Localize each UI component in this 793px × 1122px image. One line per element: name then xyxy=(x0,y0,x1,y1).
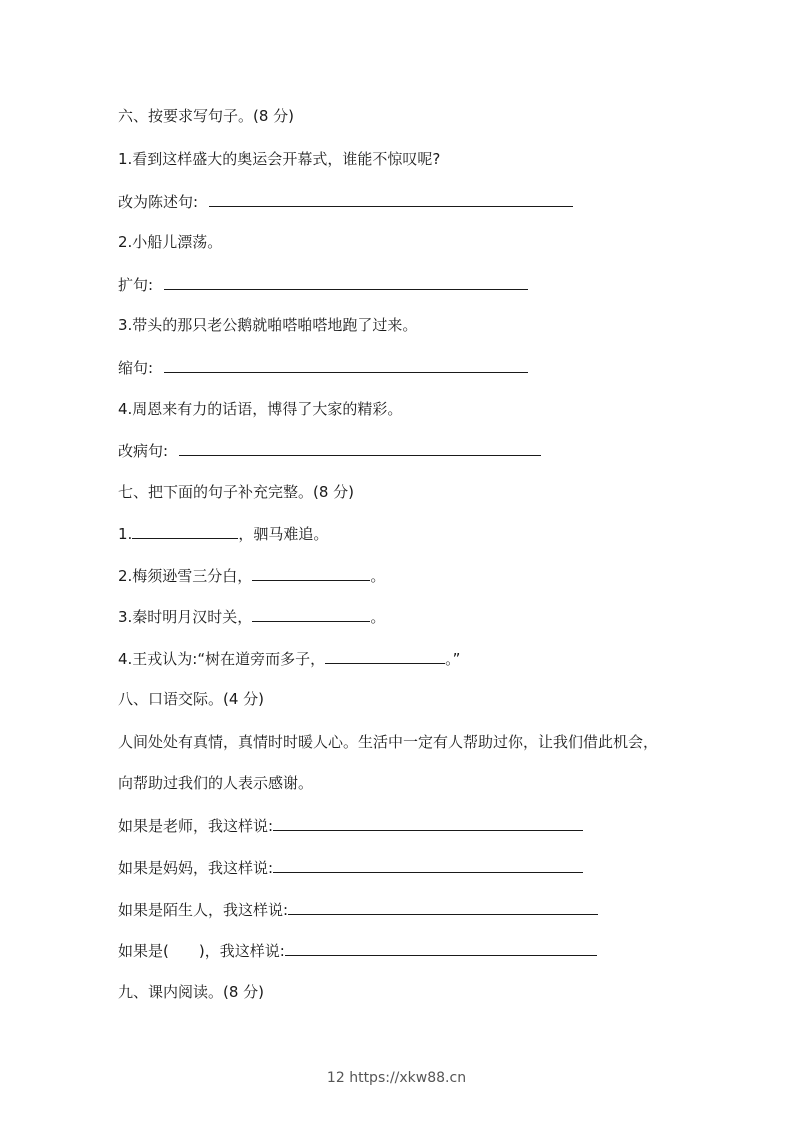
answer-blank[interactable] xyxy=(164,274,528,290)
question-prefix: 2.梅须逊雪三分白， xyxy=(118,567,253,585)
answer-blank[interactable] xyxy=(273,857,583,873)
prompt-label: 如果是老师，我这样说: xyxy=(118,817,274,835)
section-7-title: 七、把下面的句子补充完整。(8 分) xyxy=(118,483,355,501)
section-6-answer-row-2 xyxy=(118,274,528,295)
question-suffix: 。” xyxy=(445,650,461,668)
section-6-title: 六、按要求写句子。(8 分) xyxy=(118,107,295,125)
section-7-question-4 xyxy=(118,648,460,669)
question-prefix: 3.秦时明月汉时关， xyxy=(118,608,253,626)
section-6-question-3: 3.带头的那只老公鹅就啪嗒啪嗒地跑了过来。 xyxy=(118,316,418,334)
answer-blank[interactable] xyxy=(288,899,598,915)
section-8-title: 八、口语交际。(4 分) xyxy=(118,690,265,708)
section-8-paragraph-line-1: 人间处处有真情，真情时时暖人心。生活中一定有人帮助过你，让我们借此机会， xyxy=(118,733,659,751)
question-prefix: 4.王戎认为:“树在道旁而多子， xyxy=(118,650,326,668)
answer-blank[interactable] xyxy=(209,191,573,207)
fill-blank[interactable] xyxy=(252,606,370,622)
question-suffix: ，驷马难追。 xyxy=(238,525,329,543)
section-9-title: 九、课内阅读。(8 分) xyxy=(118,983,265,1001)
answer-blank[interactable] xyxy=(273,815,583,831)
question-prefix: 1. xyxy=(118,525,133,543)
question-suffix: 。 xyxy=(370,608,386,626)
fill-blank[interactable] xyxy=(325,648,445,664)
page-footer xyxy=(0,1070,793,1086)
answer-prompt: 改病句: xyxy=(118,442,169,460)
section-8-prompt-teacher xyxy=(118,815,583,836)
prompt-label: 如果是( )，我这样说: xyxy=(118,942,285,960)
section-7-question-2 xyxy=(118,565,385,586)
section-7-question-1 xyxy=(118,523,328,544)
section-6-question-1: 1.看到这样盛大的奥运会开幕式，谁能不惊叹呢? xyxy=(118,150,441,168)
question-suffix: 。 xyxy=(370,567,386,585)
section-6-question-4: 4.周恩来有力的话语，博得了大家的精彩。 xyxy=(118,400,403,418)
answer-prompt: 改为陈述句: xyxy=(118,193,199,211)
section-7-question-3 xyxy=(118,606,385,627)
fill-blank[interactable] xyxy=(132,523,238,539)
answer-blank[interactable] xyxy=(164,357,528,373)
answer-prompt: 缩句: xyxy=(118,359,154,377)
section-8-paragraph-line-2: 向帮助过我们的人表示感谢。 xyxy=(118,774,314,792)
section-6-answer-row-3 xyxy=(118,357,528,378)
section-6-answer-row-4 xyxy=(118,440,541,461)
fill-blank[interactable] xyxy=(252,565,370,581)
page-number: 12 xyxy=(326,1070,345,1086)
prompt-label: 如果是陌生人，我这样说: xyxy=(118,901,289,919)
prompt-label: 如果是妈妈，我这样说: xyxy=(118,859,274,877)
answer-prompt: 扩句: xyxy=(118,276,154,294)
answer-blank[interactable] xyxy=(285,940,597,956)
footer-url: https://xkw88.cn xyxy=(349,1070,467,1086)
section-6-answer-row-1 xyxy=(118,191,573,212)
section-8-prompt-mother xyxy=(118,857,583,878)
answer-blank[interactable] xyxy=(179,440,541,456)
section-6-question-2: 2.小船儿漂荡。 xyxy=(118,233,223,251)
section-8-prompt-custom xyxy=(118,940,597,961)
section-8-prompt-stranger xyxy=(118,899,598,920)
